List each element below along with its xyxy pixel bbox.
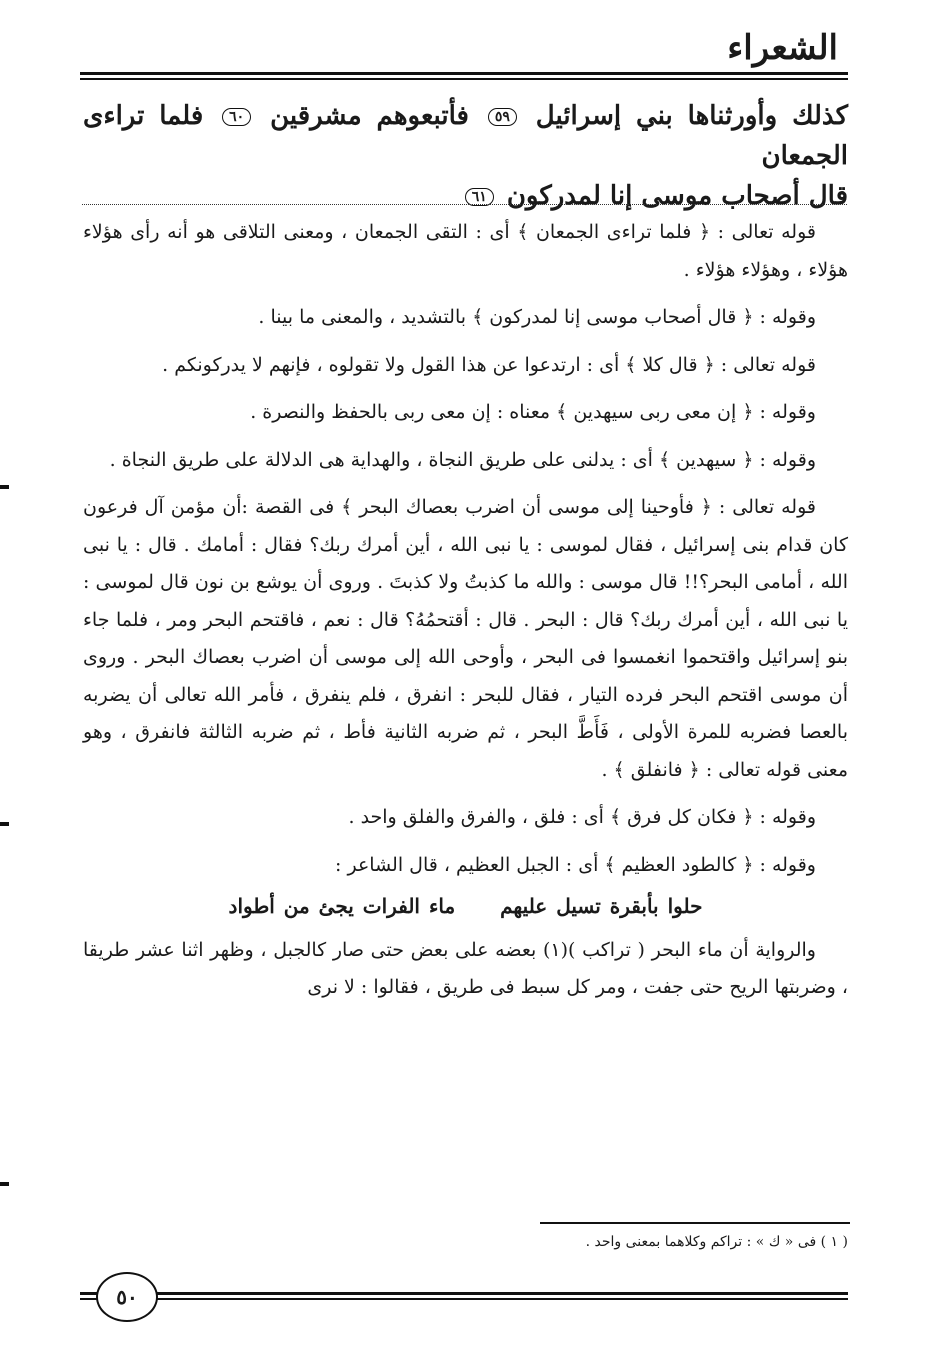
margin-mark [0, 822, 9, 826]
footnote-rule [540, 1222, 850, 1224]
paragraph: وقوله : ﴿ فكان كل فرق ﴾ أى : فلق ، والفرق والفلق واحد . [348, 806, 816, 828]
poem-hemistich: حلوا بأبقرة تسيل عليهم [500, 894, 703, 918]
paragraph: وقوله : ﴿ كالطود العظيم ﴾ أى : الجبل العظيم ، قال الشاعر : [335, 853, 816, 876]
paragraph: وقوله : ﴿ قال أصحاب موسى إنا لمدركون ﴾ بالتشديد ، والمعنى ما بينا . [258, 306, 816, 328]
poem-hemistich: ماء الفرات يجئ من أطواد [228, 894, 456, 918]
margin-mark [0, 485, 9, 489]
verse-number: ٥٩ [488, 108, 517, 126]
footer-rule-thin [80, 1298, 848, 1300]
verse-text: فلما تراءى الجمعان [83, 101, 848, 171]
page-number: ٥٠ [96, 1272, 158, 1322]
verse-number: ٦١ [465, 188, 494, 206]
verse-line-1 [83, 96, 848, 176]
surah-title: الشعراء [727, 28, 838, 68]
paragraph: قوله تعالى : ﴿ فلما تراءى الجمعان ﴾ أى : التقى الجمعان ، ومعنى التلاقى هو أنه رأى هؤلاء هؤلاء ، وهؤلاء هؤلاء . [83, 221, 848, 281]
verse-line-2 [83, 176, 848, 216]
verse-number: ٦٠ [222, 108, 251, 126]
poem-verse [83, 888, 848, 926]
verse-text: فأتبعوهم مشرقين [270, 101, 469, 131]
footnote: ( ١ ) فى « ك » : تراكم وكلاهما بمعنى واحد . [585, 1234, 848, 1250]
commentary-body [83, 214, 848, 1007]
paragraph: وقوله : ﴿ سيهدين ﴾ أى : يدلنى على طريق النجاة ، والهداية هى الدلالة على طريق النجاة . [109, 448, 816, 471]
margin-mark [0, 1182, 9, 1186]
header-rule-thin [80, 78, 848, 80]
paragraph: قوله تعالى : ﴿ فأوحينا إلى موسى أن اضرب بعصاك البحر ﴾ فى القصة :أن مؤمن آل فرعون كان قدام بنى إسرائيل ، فقال لموسى : يا نبى الله ، أين أمرك ربك؟ فقال : أمامك . قال : يا نبى الله ، أمامى البحر؟!! قال موسى : والله ما كذبتُ ولا كذبتَ . وروى أن يوشع بن نون قال لموسى : يا نبى الله ، أين أمرك ربك؟ قال : البحر . قال : أقتحمُهُ؟ قال : نعم ، فاقتحم البحر ومر ، فلما جاء بنو إسرائيل واقتحموا انغمسوا فى البحر ، وأوحى الله إلى موسى أن اضرب بعصاك البحر . وروى أن موسى اقتحم البحر فرده التيار ، فقال للبحر : انفرق ، فلم ينفرق ، فأمر الله تعالى أن يضربه بالعصا فضربه للمرة الأولى ، فَأَطَّ البحر ، ثم ضربه الثانية فأط ، ثم ضربه الثالثة فانفرق ، وهو معنى قوله تعالى : ﴿ فانفلق ﴾ . [83, 496, 848, 781]
paragraph: وقوله : ﴿ إن معى ربى سيهدين ﴾ معناه : إن معى ربى بالحفظ والنصرة . [250, 401, 816, 423]
verse-text: كذلك وأورثناها بني إسرائيل [535, 101, 848, 131]
verse-text: قال أصحاب موسى إنا لمدركون [506, 181, 848, 211]
paragraph: قوله تعالى : ﴿ قال كلا ﴾ أى : ارتدعوا عن هذا القول ولا تقولوه ، فإنهم لا يدركونكم . [162, 353, 816, 376]
header-rule [80, 72, 848, 75]
footer-rule [80, 1292, 848, 1295]
verse-divider [82, 204, 847, 205]
quran-verse-block [83, 96, 848, 216]
paragraph: والرواية أن ماء البحر ( تراكب )(١) بعضه على بعض حتى صار كالجبل ، وظهر اثنا عشر طريقا ، وضربتها الريح حتى جفت ، ومر كل سبط فى طريق ، فقالوا : لا نرى [83, 938, 848, 998]
